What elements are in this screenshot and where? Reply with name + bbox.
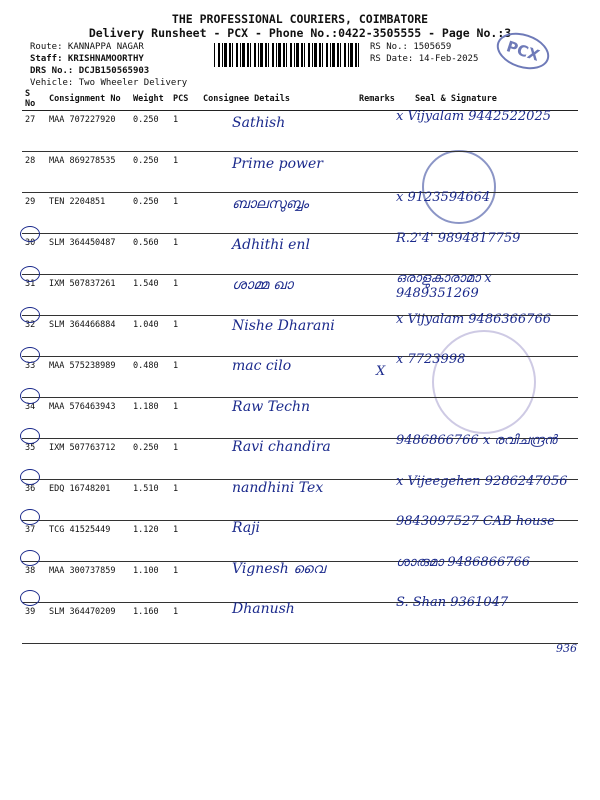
weight: 0.250 (130, 439, 170, 480)
footer-handwritten-note: 936 (556, 642, 577, 655)
weight: 0.250 (130, 152, 170, 193)
sno: 27 (22, 111, 46, 152)
pcs: 1 (170, 316, 200, 357)
weight: 0.250 (130, 111, 170, 152)
rs-date-text: RS Date: 14-Feb-2025 (370, 54, 479, 64)
consignment-no: MAA 300737859 (46, 562, 130, 603)
weight: 1.120 (130, 521, 170, 562)
consignee-handwriting: Vignesh വൈ (232, 560, 326, 577)
table-header-row (22, 88, 578, 111)
sno: 39 (22, 603, 46, 644)
meta-left (30, 41, 187, 89)
consignment-no: IXM 507763712 (46, 439, 130, 480)
sno: 29 (22, 193, 46, 234)
col-sno: S No (22, 88, 46, 111)
signature-handwriting: S. Shan 9361047 (396, 595, 509, 610)
sno: 36 (22, 480, 46, 521)
weight: 0.560 (130, 234, 170, 275)
consignee-handwriting: Nishe Dharani (232, 317, 335, 334)
consignee-handwriting: ബാലസുബ്ബം (232, 196, 309, 212)
staff-text: Staff: KRISHNAMOORTHY (30, 54, 144, 64)
sno-circle-mark (20, 590, 40, 606)
sno: 37 (22, 521, 46, 562)
pcs: 1 (170, 193, 200, 234)
signature-handwriting: R.2'4' 9894817759 (396, 230, 521, 246)
weight: 1.180 (130, 398, 170, 439)
consignee-handwriting: Prime power (232, 155, 323, 172)
pcs: 1 (170, 398, 200, 439)
signature-handwriting: 9843097527 CAB house (396, 514, 555, 529)
sno-circle-mark (20, 509, 40, 525)
vehicle-text: Vehicle: Two Wheeler Delivery (30, 78, 188, 88)
signature-handwriting: x Vijyalam 9442522025 (396, 109, 551, 124)
route-text: Route: KANNAPPA NAGAR (30, 42, 144, 52)
pcx-stamp: PCX (492, 26, 554, 75)
consignment-no: EDQ 16748201 (46, 480, 130, 521)
consignment-no: SLM 364450487 (46, 234, 130, 275)
sno: 34 (22, 398, 46, 439)
col-consignment: Consignment No (46, 88, 130, 111)
seal-cell (412, 152, 578, 193)
consignment-no: MAA 707227920 (46, 111, 130, 152)
weight: 1.160 (130, 603, 170, 644)
sno-circle-mark (20, 266, 40, 282)
consignee-handwriting: Raji (232, 520, 261, 536)
weight: 1.100 (130, 562, 170, 603)
consignment-no: IXM 507837261 (46, 275, 130, 316)
consignee-handwriting: Raw Techn (232, 398, 311, 415)
pcs: 1 (170, 562, 200, 603)
consignment-no: MAA 576463943 (46, 398, 130, 439)
col-remarks: Remarks (356, 88, 412, 111)
sno: 38 (22, 562, 46, 603)
consignment-no: MAA 575238989 (46, 357, 130, 398)
consignment-no: MAA 869278535 (46, 152, 130, 193)
pcs: 1 (170, 111, 200, 152)
pcs: 1 (170, 603, 200, 644)
col-weight: Weight (130, 88, 170, 111)
meta-right (370, 41, 478, 65)
pcs: 1 (170, 275, 200, 316)
signature-handwriting: x Vijyalam 9486366766 (396, 311, 551, 327)
remark-mark: X (376, 364, 386, 379)
sno-circle-mark (20, 307, 40, 323)
consignment-no: TEN 2204851 (46, 193, 130, 234)
drs-text: DRS No.: DCJB150565903 (30, 66, 150, 76)
sno: 35 (22, 439, 46, 480)
signature-handwriting: x 7723998 (396, 352, 466, 367)
sno: 33 (22, 357, 46, 398)
sno-circle-mark (20, 469, 40, 485)
pcs: 1 (170, 439, 200, 480)
weight: 1.540 (130, 275, 170, 316)
pcs: 1 (170, 357, 200, 398)
sno-circle-mark (20, 550, 40, 566)
company-name: THE PROFESSIONAL COURIERS, COIMBATORE (171, 12, 429, 26)
sno-circle-mark (20, 428, 40, 444)
consignee-handwriting: ശാമ്മ ഖാ (232, 277, 293, 293)
sno: 28 (22, 152, 46, 193)
consignee-handwriting: Sathish (232, 115, 286, 131)
pcs: 1 (170, 234, 200, 275)
weight: 0.250 (130, 193, 170, 234)
signature-handwriting: ഒരാളുകാരാമാ x 9489351269 (396, 271, 492, 301)
col-consignee: Consignee Details (200, 88, 356, 111)
rs-no-text: RS No.: 1505659 (370, 42, 452, 52)
signature-handwriting: ശാരുമാ 9486866766 (396, 554, 531, 570)
signature-handwriting: x Vijeegehen 9286247056 (396, 473, 568, 489)
consignment-no: SLM 364466884 (46, 316, 130, 357)
consignee-handwriting: Adhithi enl (232, 236, 310, 253)
sno: 30 (22, 234, 46, 275)
pcs: 1 (170, 521, 200, 562)
sno: 31 (22, 275, 46, 316)
signature-handwriting: x 9123594664 (396, 190, 491, 205)
sno-circle-mark (20, 347, 40, 363)
signature-handwriting: 9486866766 x രവിചന്ദ്രൻ (396, 433, 557, 448)
consignee-handwriting: nandhini Tex (232, 479, 324, 496)
consignment-no: SLM 364470209 (46, 603, 130, 644)
pcs: 1 (170, 480, 200, 521)
remarks-cell (356, 152, 412, 193)
sno: 32 (22, 316, 46, 357)
consignment-no: TCG 41525449 (46, 521, 130, 562)
weight: 0.480 (130, 357, 170, 398)
col-pcs: PCS (170, 88, 200, 111)
consignee-handwriting: mac cilo (232, 358, 292, 374)
consignee-cell (200, 521, 356, 562)
consignee-handwriting: Ravi chandira (232, 439, 331, 455)
weight: 1.510 (130, 480, 170, 521)
weight: 1.040 (130, 316, 170, 357)
col-seal: Seal & Signature (412, 88, 578, 111)
pcs: 1 (170, 152, 200, 193)
sno-circle-mark (20, 226, 40, 242)
barcode (214, 43, 362, 67)
runsheet-title: Delivery Runsheet - PCX - Phone No.:0422-3505555 - Page No.:3 (88, 26, 512, 40)
consignee-handwriting: Dhanush (232, 601, 295, 617)
sno-circle-mark (20, 388, 40, 404)
